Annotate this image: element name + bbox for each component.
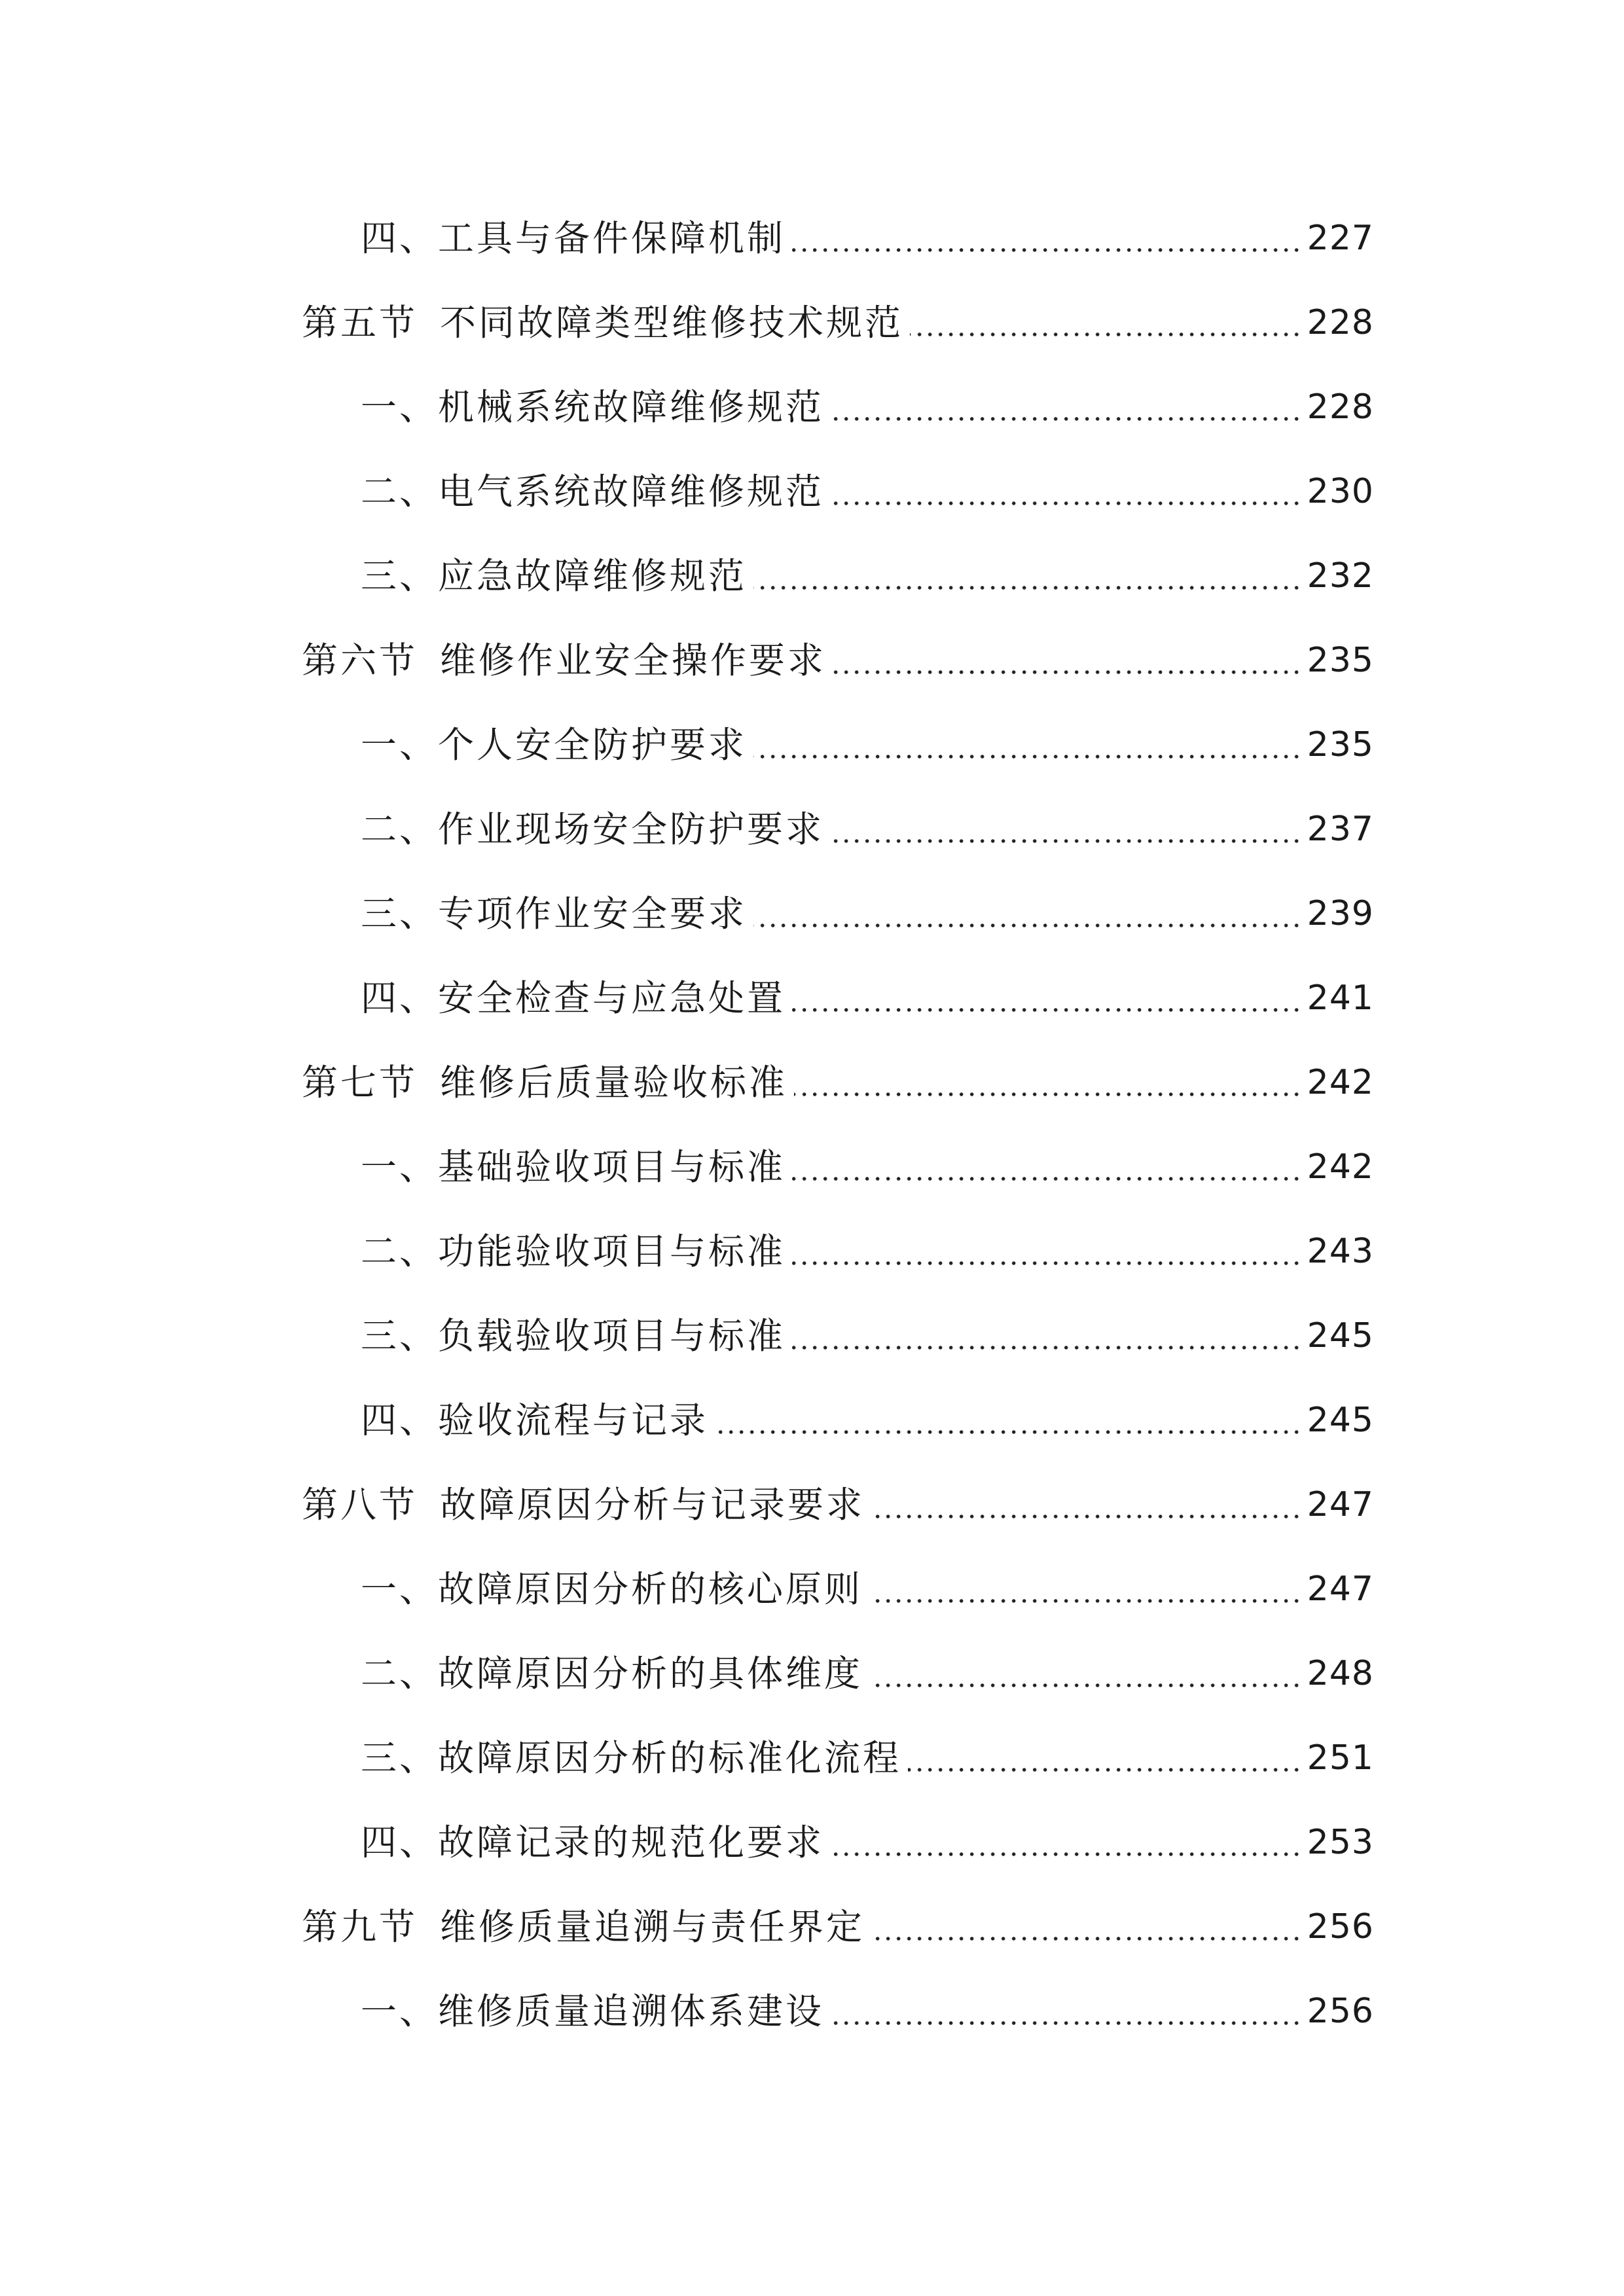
toc-page-number: 247: [1307, 1570, 1374, 1609]
toc-entry[interactable]: [361, 209, 1374, 268]
toc-page-number: 256: [1307, 1907, 1374, 1946]
toc-section-number: 第九节: [302, 1906, 418, 1948]
toc-entry-title: [302, 1475, 865, 1534]
toc-section-title: 故障原因分析与记录要求: [440, 1484, 865, 1526]
toc-entry[interactable]: [361, 1560, 1374, 1619]
toc-entry[interactable]: [361, 1306, 1374, 1365]
toc-entry[interactable]: [302, 631, 1374, 690]
toc-dot-leader: [831, 2018, 1302, 2028]
toc-dot-leader: [833, 668, 1302, 677]
toc-entry[interactable]: [361, 1644, 1374, 1703]
toc-section-number: 第六节: [302, 639, 418, 681]
toc-dot-leader: [831, 414, 1302, 423]
toc-page-number: 237: [1307, 810, 1374, 849]
toc-entry[interactable]: [361, 1982, 1374, 2041]
toc-entry-title: 二、故障原因分析的具体维度: [361, 1653, 863, 1695]
toc-section-number: 第七节: [302, 1062, 418, 1103]
toc-page-number: 248: [1307, 1654, 1374, 1693]
toc-entry-title: 一、个人安全防护要求: [361, 724, 748, 766]
toc-entry[interactable]: [361, 1138, 1374, 1196]
toc-page-number: 245: [1307, 1316, 1374, 1355]
toc-entry[interactable]: [361, 547, 1374, 605]
toc-entry-title: 三、故障原因分析的标准化流程: [361, 1737, 902, 1779]
toc-entry[interactable]: [361, 715, 1374, 774]
toc-entry-title: 二、电气系统故障维修规范: [361, 471, 825, 512]
toc-entry-title: 一、基础验收项目与标准: [361, 1146, 786, 1188]
toc-dot-leader: [831, 836, 1302, 846]
toc-entry-title: [302, 1053, 787, 1112]
toc-section-number: 第五节: [302, 302, 418, 344]
toc-dot-leader: [831, 1850, 1302, 1859]
toc-page-number: 256: [1307, 1992, 1374, 2031]
toc-dot-leader: [753, 752, 1302, 761]
toc-entry[interactable]: [361, 969, 1374, 1028]
toc-entry[interactable]: [361, 1813, 1374, 1872]
toc-entry-title: 四、故障记录的规范化要求: [361, 1821, 825, 1863]
toc-entry[interactable]: [361, 1222, 1374, 1281]
toc-entry[interactable]: [302, 1475, 1374, 1534]
toc-dot-leader: [831, 499, 1302, 508]
toc-dot-leader: [792, 1174, 1302, 1183]
toc-entry[interactable]: [361, 1391, 1374, 1450]
toc-dot-leader: [910, 330, 1302, 339]
toc-entry-title: [302, 293, 903, 352]
toc-page-number: 239: [1307, 894, 1374, 933]
toc-entry[interactable]: [361, 378, 1374, 437]
toc-entry-title: [302, 631, 826, 690]
toc-section-title: 维修质量追溯与责任界定: [440, 1906, 865, 1948]
toc-page-number: 232: [1307, 556, 1374, 596]
toc-page-number: 228: [1307, 303, 1374, 342]
toc-dot-leader: [792, 1259, 1302, 1268]
toc-dot-leader: [792, 245, 1302, 255]
toc-entry-title: 二、作业现场安全防护要求: [361, 808, 825, 850]
toc-page-number: 227: [1307, 219, 1374, 258]
toc-page-number: 235: [1307, 725, 1374, 764]
toc-page-number: 235: [1307, 641, 1374, 680]
toc-dot-leader: [869, 1681, 1302, 1690]
toc-entry[interactable]: [361, 884, 1374, 943]
toc-entry-title: 一、故障原因分析的核心原则: [361, 1568, 863, 1610]
toc-entry-title: 三、负载验收项目与标准: [361, 1315, 786, 1357]
toc-dot-leader: [871, 1934, 1302, 1943]
toc-entry-title: 一、维修质量追溯体系建设: [361, 1990, 825, 2032]
toc-entry-title: [302, 1897, 865, 1956]
toc-dot-leader: [753, 921, 1302, 930]
toc-dot-leader: [794, 1090, 1302, 1099]
toc-page-number: 245: [1307, 1401, 1374, 1440]
toc-dot-leader: [908, 1765, 1302, 1774]
toc-entry-title: 四、验收流程与记录: [361, 1399, 709, 1441]
toc-entry-title: 二、功能验收项目与标准: [361, 1230, 786, 1272]
toc-page-number: 253: [1307, 1823, 1374, 1862]
toc-section-title: 不同故障类型维修技术规范: [440, 302, 904, 344]
toc-entry[interactable]: [361, 1729, 1374, 1787]
toc-page-number: 247: [1307, 1485, 1374, 1524]
toc-page-number: 243: [1307, 1232, 1374, 1271]
toc-dot-leader: [869, 1596, 1302, 1605]
toc-dot-leader: [753, 583, 1302, 592]
toc-entry[interactable]: [302, 293, 1374, 352]
toc-entry[interactable]: [361, 800, 1374, 859]
toc-page-number: 241: [1307, 978, 1374, 1018]
toc-entry[interactable]: [361, 462, 1374, 521]
toc-dot-leader: [871, 1512, 1302, 1521]
toc-entry-title: 四、工具与备件保障机制: [361, 217, 786, 259]
toc-entry[interactable]: [302, 1897, 1374, 1956]
toc-page-number: 242: [1307, 1063, 1374, 1102]
toc-section-number: 第八节: [302, 1484, 418, 1526]
toc-dot-leader: [792, 1343, 1302, 1352]
toc-page-number: 228: [1307, 387, 1374, 427]
toc-page-number: 242: [1307, 1147, 1374, 1187]
toc-entry-title: 四、安全检查与应急处置: [361, 977, 786, 1019]
toc-entry-title: 三、应急故障维修规范: [361, 555, 748, 597]
toc-entry[interactable]: [302, 1053, 1374, 1112]
toc-page-number: 230: [1307, 472, 1374, 511]
toc-entry-title: 三、专项作业安全要求: [361, 893, 748, 935]
toc-section-title: 维修后质量验收标准: [440, 1062, 788, 1103]
toc-dot-leader: [715, 1427, 1302, 1437]
toc-page-number: 251: [1307, 1738, 1374, 1778]
toc-entry-title: 一、机械系统故障维修规范: [361, 386, 825, 428]
toc-dot-leader: [792, 1005, 1302, 1014]
toc-section-title: 维修作业安全操作要求: [440, 639, 827, 681]
